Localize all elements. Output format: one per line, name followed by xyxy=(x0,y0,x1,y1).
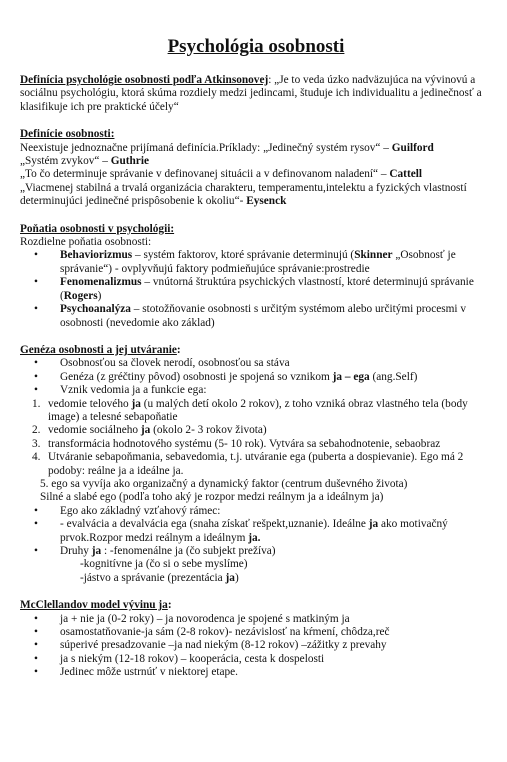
intro-text: Rozdielne poňatia osobnosti: xyxy=(20,236,152,249)
numbered-item: 5. ego sa vyvíja ako organizačný a dynamický faktor (centrum duševného života) xyxy=(40,477,408,490)
item-text: – vnútorná štruktúra psychických vlastností, ktoré determinujú správanie ( xyxy=(60,276,474,302)
item-text: (u malých detí okolo 2 rokov), z toho vzniká obraz vlastného tela (body image) a telesné sebapoňatie xyxy=(48,397,468,423)
sub-item xyxy=(20,572,492,585)
definition-line xyxy=(20,168,492,181)
author-name: Guthrie xyxy=(110,155,149,168)
list-item: • Vznik vedomia ja a funkcie ega: xyxy=(20,384,492,397)
author-name: Skinner xyxy=(354,249,393,262)
list-item xyxy=(20,303,492,330)
item-number: 1. xyxy=(32,397,41,410)
list-item: • Osobnosťou sa človek nerodí, osobnosťou sa stáva xyxy=(20,357,492,370)
section-heading: McClellandov model vývinu ja xyxy=(20,599,168,612)
list-item: • osamostatňovanie-ja sám (2-8 rokov)- nezávislosť na kŕmení, chôdza,reč xyxy=(20,626,492,639)
author-name: Cattell xyxy=(389,168,422,181)
author-name: Eysenck xyxy=(246,195,287,208)
definition-text: Neexistuje jednoznačne prijímaná definícia.Príklady: „Jedinečný systém rysov“ – xyxy=(20,141,392,154)
section-heading: Definície osobnosti: xyxy=(20,128,115,141)
section-heading: Poňatia osobnosti v psychológii: xyxy=(20,222,175,235)
section-conceptions xyxy=(20,223,492,330)
item-text: -jástvo a správanie (prezentácia xyxy=(80,571,226,584)
emphasis: ja xyxy=(368,518,379,531)
term: Behaviorizmus xyxy=(60,249,133,262)
definition-line xyxy=(20,142,492,155)
term: Psychoanalýza xyxy=(60,303,131,316)
heading-colon: : xyxy=(167,599,172,612)
list-item xyxy=(20,545,492,558)
emphasis: ja xyxy=(225,571,235,584)
section-heading: Definícia psychológie osobnosti podľa Atkinsonovej xyxy=(20,74,269,86)
item-text: Genéza (z gréčtiny pôvod) osobnosti je spojená so vznikom xyxy=(60,370,333,383)
section-heading: Genéza osobnosti a jej utváranie xyxy=(20,343,177,356)
definition-text: „Systém zvykov“ – xyxy=(20,155,111,168)
list-item xyxy=(20,371,492,384)
list-item: • Jedinec môže ustrnúť v niektorej etape. xyxy=(20,666,492,679)
item-text: – systém faktorov, ktoré správanie determinujú ( xyxy=(132,249,355,262)
author-name: Guilford xyxy=(391,141,434,154)
list-item xyxy=(20,518,492,545)
numbered-item xyxy=(20,451,492,478)
numbered-item xyxy=(20,424,492,437)
section-heading-line xyxy=(20,599,492,612)
emphasis: ja xyxy=(131,397,141,410)
list-item: • ja + nie ja (0-2 roky) – ja novorodenca je spojené s matkiným ja xyxy=(20,613,492,626)
list-item: • Ego ako základný vzťahový rámec: xyxy=(20,505,492,518)
definition-text: „Viacmenej stabilná a trvalá organizácia charakteru, temperamentu,intelektu a fyzických vlastností determinujúci jedinečné prispôsobenie k okoliu“- xyxy=(20,181,467,208)
item-number: 2. xyxy=(32,424,41,437)
item-text: transformácia hodnotového systému (5- 10 rok). Vytvára sa sebahodnotenie, sebaobraz xyxy=(48,437,441,450)
emphasis: ja – ega xyxy=(332,370,370,383)
emphasis: ja xyxy=(91,545,102,557)
definition-text: „To čo determinuje správanie v definovanej situácii a v definovanom naladení“ – xyxy=(20,168,390,181)
section-atkinson-definition xyxy=(20,74,492,114)
section-mcclelland xyxy=(20,599,492,679)
section-genesis xyxy=(20,344,492,585)
item-text: ) xyxy=(234,571,239,584)
list-item xyxy=(20,276,492,303)
item-text: vedomie sociálneho xyxy=(48,424,141,437)
definition-line xyxy=(20,155,492,168)
item-text: Utváranie sebapoňmania, sebavedomia, t.j. utváranie ega (puberta a dospievanie). Ego má 2 podoby: reálne ja a ideálne ja. xyxy=(48,451,464,477)
item-text: – stotožňovanie osobnosti s určitým systémom alebo určitými procesmi v osobnosti (nevedomie ako základ) xyxy=(60,303,467,329)
item-number: 3. xyxy=(32,437,41,450)
item-text: (okolo 2- 3 rokov života) xyxy=(150,424,267,437)
document-page xyxy=(20,36,492,680)
term: Fenomenalizmus xyxy=(60,276,142,289)
list-item: • súperivé presadzovanie –ja nad niekým (8-12 rokov) –zážitky z prevahy xyxy=(20,639,492,652)
numbered-item xyxy=(20,438,492,451)
item-text: : -fenomenálne ja (čo subjekt prežíva) xyxy=(101,545,276,557)
section-personality-definitions xyxy=(20,128,492,208)
item-number: 4. xyxy=(32,451,41,464)
item-text: vedomie telového xyxy=(48,397,132,410)
author-name: Rogers xyxy=(63,289,98,302)
numbered-item xyxy=(20,398,492,425)
item-text: ako motivačný prvok.Rozpor medzi reálnym a ideálnym xyxy=(60,518,448,544)
item-text: ) xyxy=(97,289,102,302)
item-text: (ang.Self) xyxy=(369,370,418,383)
paragraph-text: Silné a slabé ego (podľa toho aký je rozpor medzi reálnym ja a ideálnym ja) xyxy=(40,491,384,504)
document-title: Psychológia osobnosti xyxy=(167,36,345,57)
sub-item: -kognitívne ja (čo si o sebe myslíme) xyxy=(80,558,248,571)
item-text: - evalvácia a devalvácia ega (snaha získať rešpekt,uznanie). Ideálne xyxy=(60,518,369,531)
list-item xyxy=(20,249,492,276)
emphasis: ja xyxy=(140,424,151,437)
definition-line xyxy=(20,182,492,209)
item-text: Druhy xyxy=(60,545,92,557)
item-text: „Osobnosť je správanie“) - ovplyvňujú faktory podmieňujúce správanie:prostredie xyxy=(60,249,456,275)
list-item: • ja s niekým (12-18 rokov) – kooperácia, cesta k dospelosti xyxy=(20,653,492,666)
paragraph-text: : „Je to veda úzko nadväzujúca na vývinovú a sociálnu psychológiu, ktorá skúma rozdiely medzi jedincami, študuje ich individualitu a jedinečnosť a klasifikuje ich pre praktické účely“ xyxy=(20,74,482,113)
section-heading-line xyxy=(20,344,492,357)
emphasis: ja. xyxy=(248,531,261,544)
heading-colon: : xyxy=(176,343,181,356)
